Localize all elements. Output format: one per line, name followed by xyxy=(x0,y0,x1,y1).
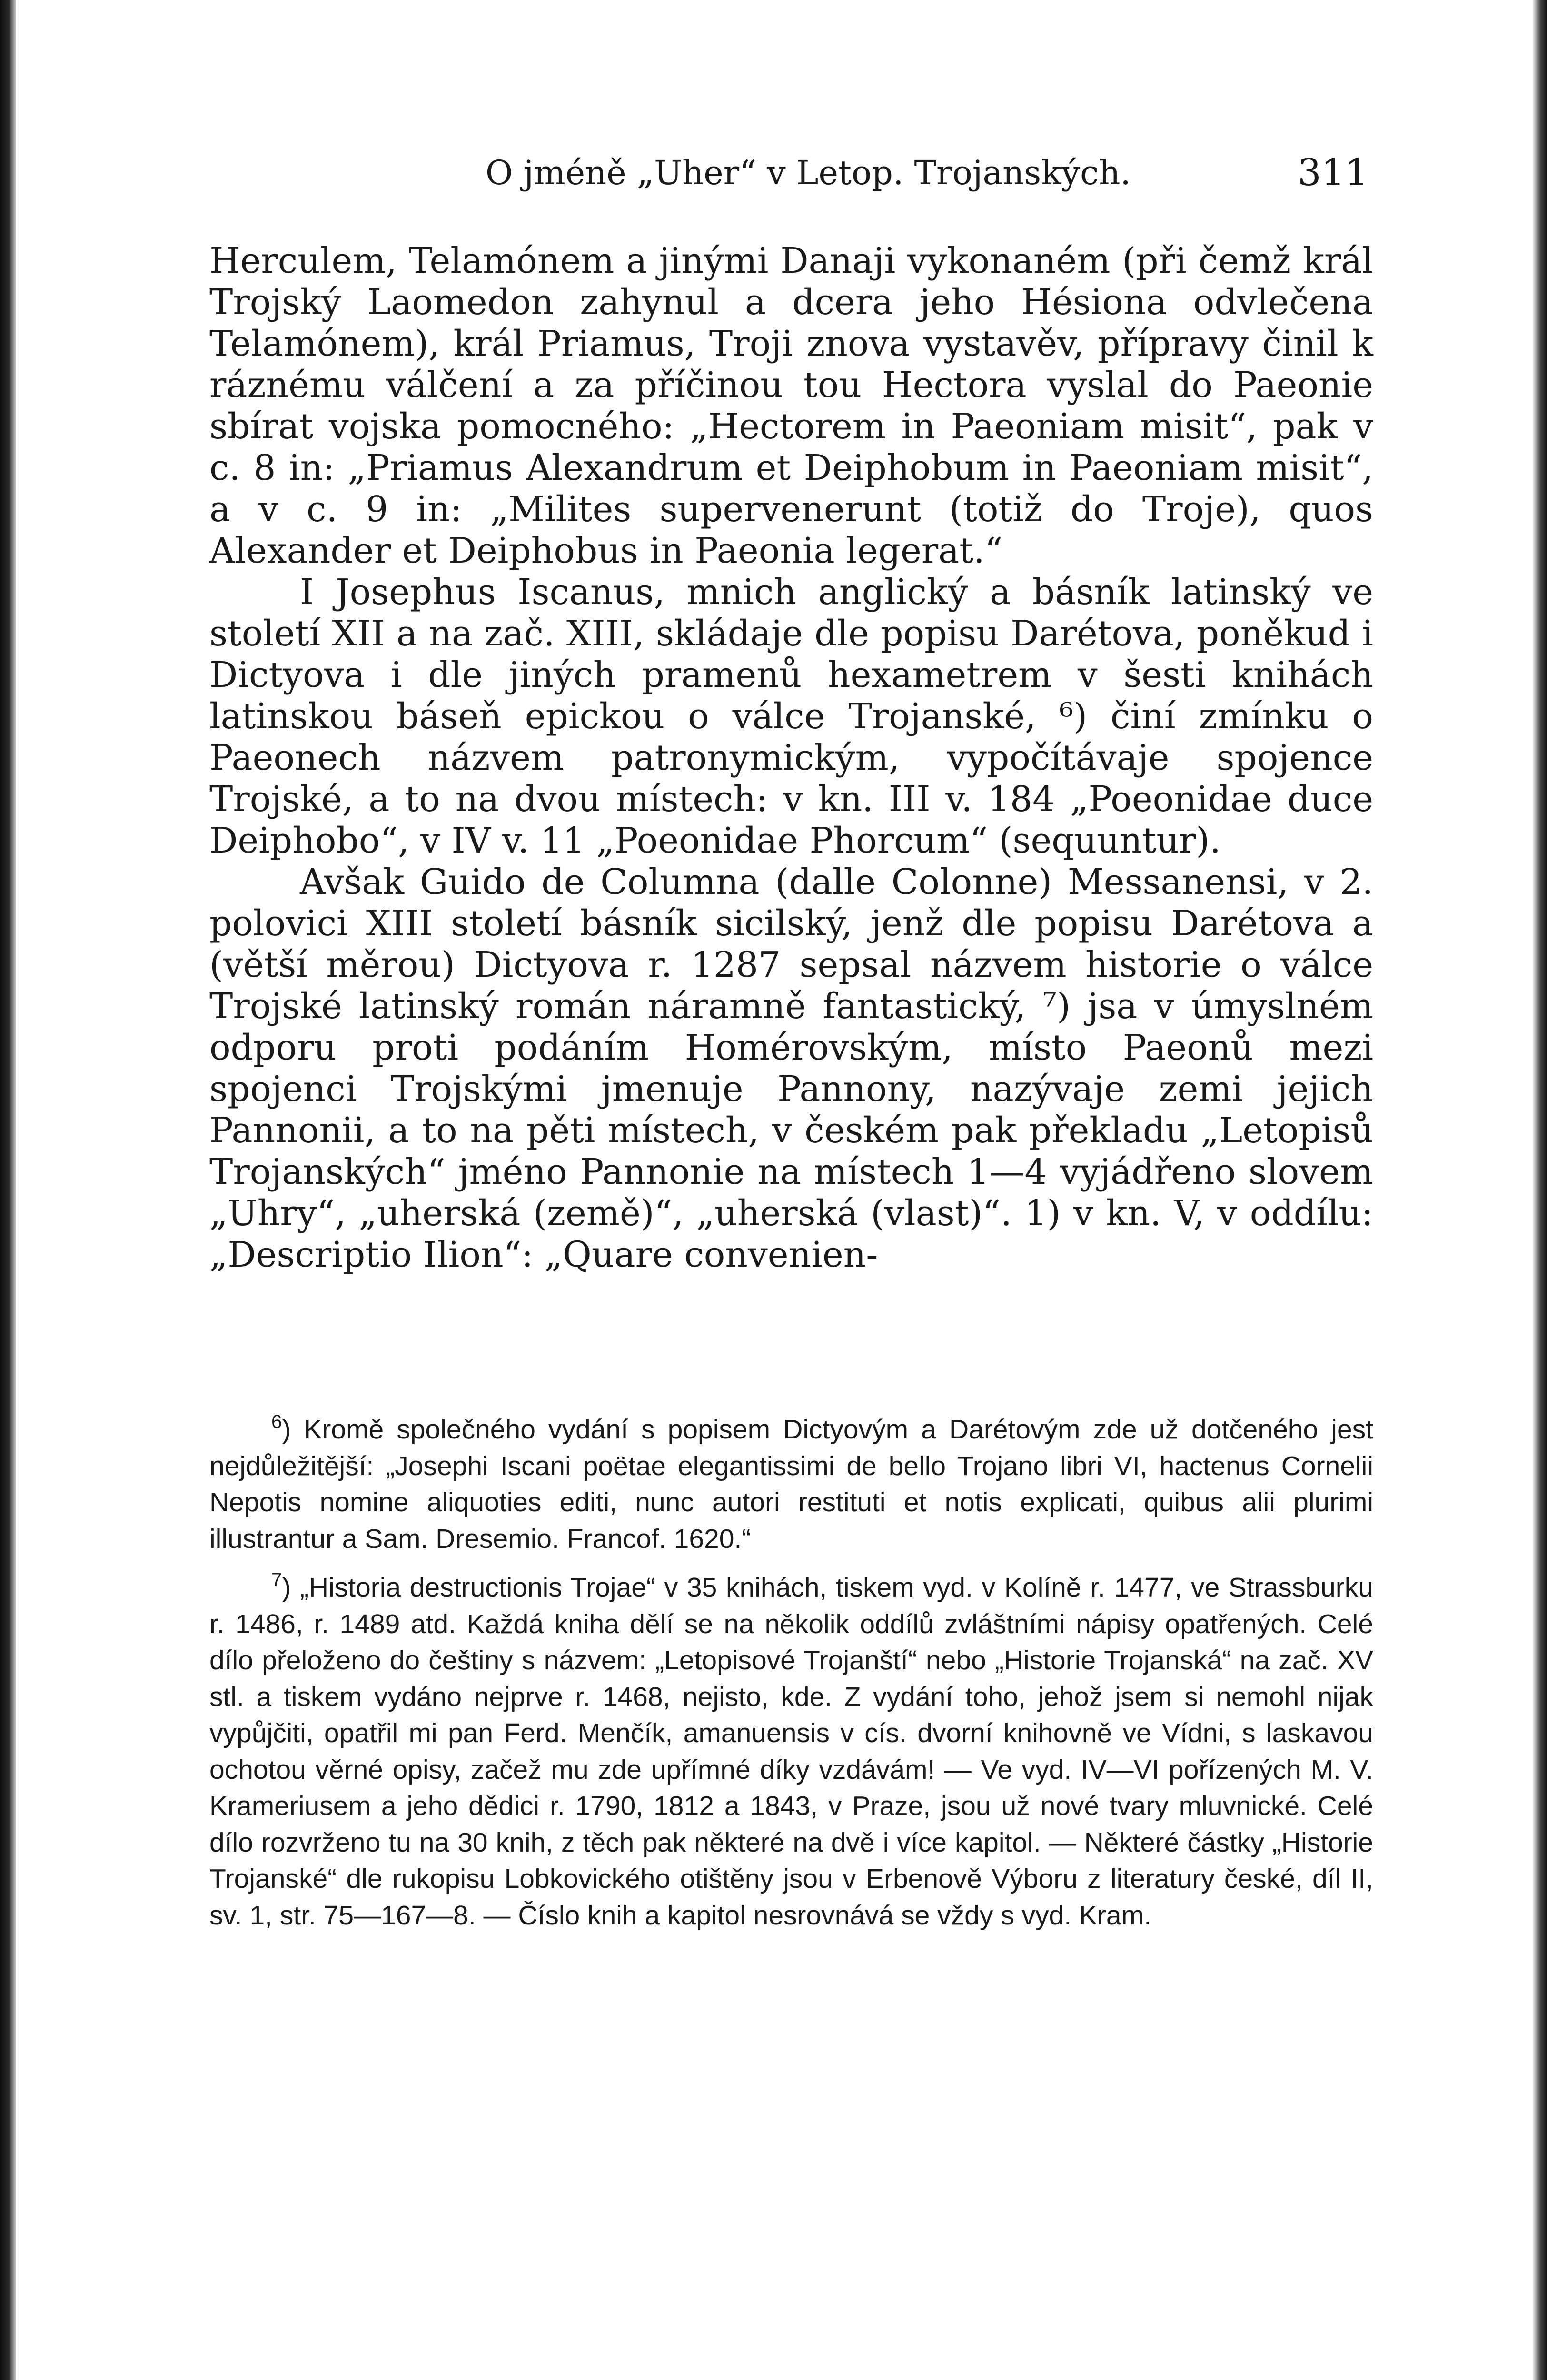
paragraph: I Josephus Iscanus, mnich anglický a básník latinský ve století XII a na zač. XIII, skládaje dle popisu Darétova, poněkud i Dictyova i dle jiných pramenů hexametrem v šesti knihách latinskou báseň epickou o válce Trojanské, ⁶) činí zmínku o Paeonech názvem patronymickým, vypočítávaje spojence Trojské, a to na dvou místech: v kn. III v. 184 „Poeonidae duce Deiphobo“, v IV v. 11 „Poeonidae Phorcum“ (sequuntur). xyxy=(209,572,1373,861)
paragraph: Herculem, Telamónem a jinými Danaji vykonaném (při čemž král Trojský Laomedon zahynul a dcera jeho Hésiona odvlečena Telamónem), král Priamus, Troji znova vystavěv, přípravy činil k ráznému válčení a za příčinou tou Hectora vyslal do Paeonie sbírat vojska pomocného: „Hectorem in Paeoniam misit“, pak v c. 8 in: „Priamus Alexandrum et Deiphobum in Paeoniam misit“, a v c. 9 in: „Milites supervenerunt (totiž do Troje), quos Alexander et Deiphobus in Paeonia legerat.“ xyxy=(209,240,1373,571)
page-number: 311 xyxy=(1298,151,1368,194)
footnote-mark: 6 xyxy=(271,1411,282,1432)
footnote-mark: 7 xyxy=(271,1569,282,1590)
scan-edge-right xyxy=(1533,0,1547,2380)
paragraph: Avšak Guido de Columna (dalle Colonne) Messanensi, v 2. polovici XIII století básník sicilský, jenž dle popisu Darétova a (větší měrou) Dictyova r. 1287 sepsal názvem historie o válce Trojské latinský román náramně fantastický, ⁷) jsa v úmyslném odporu proti podáním Homérovským, místo Paeonů mezi spojenci Trojskými jmenuje Pannony, nazývaje zemi jejich Pannonii, a to na pěti místech, v českém pak překladu „Letopisů Trojanských“ jméno Pannonie na místech 1—4 vyjádřeno slovem „Uhry“, „uherská (země)“, „uherská (vlast)“. 1) v kn. V, v oddílu: „Descriptio Ilion“: „Quare convenien- xyxy=(209,862,1373,1275)
main-text xyxy=(209,240,1373,1276)
footnotes xyxy=(209,1411,1373,1946)
footnote-text: „Historia destructionis Trojae“ v 35 knihách, tiskem vyd. v Kolíně r. 1477, ve Strassburku r. 1486, r. 1489 atd. Každá kniha dělí se na několik oddílů zvláštními nápisy opatřených. Celé dílo přeloženo do češtiny s názvem: „Letopisové Trojanští“ nebo „Historie Trojanská“ na zač. XV stl. a tiskem vydáno nejprve r. 1468, nejisto, kde. Z vydání toho, jehož jsem si nemohl nijak vypůjčiti, opatřil mi pan Ferd. Menčík, amanuensis v cís. dvorní knihovně ve Vídni, s laskavou ochotou věrné opisy, začež mu zde upřímné díky vzdávám! — Ve vyd. IV—VI pořízených M. V. Krameriusem a jeho dědici r. 1790, 1812 a 1843, v Praze, jsou už nové tvary mluvnické. Celé dílo rozvrženo tu na 30 knih, z těch pak některé na dvě i více kapitol. — Některé částky „Historie Trojanské“ dle rukopisu Lobkovického otištěny jsou v Erbenově Výboru z literatury české, díl II, sv. 1, str. 75—167—8. — Číslo knih a kapitol nesrovnává se vždy s vyd. Kram. xyxy=(209,1572,1373,1931)
page-header xyxy=(486,147,1368,199)
footnote-text: Kromě společného vydání s popisem Dictyovým a Darétovým zde už dotčeného jest nejdůležitější: „Josephi Iscani poëtae elegantissimi de bello Trojano libri VI, hactenus Cornelii Nepotis nomine aliquoties editi, nunc autori restituti et notis explicati, quibus alii plurimi illustrantur a Sam. Dresemio. Francof. 1620.“ xyxy=(209,1414,1373,1554)
scan-edge-left xyxy=(0,0,16,2380)
running-title: O jméně „Uher“ v Letop. Trojanských. xyxy=(486,153,1131,192)
footnote: $^7$) „Historia destructionis Trojae“ v 35 knihách, tiskem vyd. v Kolíně r. 1477, ve Strassburku r. 1486, r. 1489 atd. Každá kniha dělí se na několik oddílů zvláštními nápisy opatřených. Celé dílo přeloženo do češtiny s názvem: „Letopisové Trojanští“ nebo „Historie Trojanská“ na zač. XV stl. a tiskem vydáno nejprve r. 1468, nejisto, kde. Z vydání toho, jehož jsem si nemohl nijak vypůjčiti, opatřil mi pan Ferd. Menčík, amanuensis v cís. dvorní knihovně ve Vídni, s laskavou ochotou věrné opisy, začež mu zde upřímné díky vzdávám! — Ve vyd. IV—VI pořízených M. V. Krameriusem a jeho dědici r. 1790, 1812 a 1843, v Praze, jsou už nové tvary mluvnické. Celé dílo rozvrženo tu na 30 knih, z těch pak některé na dvě i více kapitol. — Některé částky „Historie Trojanské“ dle rukopisu Lobkovického otištěny jsou v Erbenově Výboru z literatury české, díl II, sv. 1, str. 75—167—8. — Číslo knih a kapitol nesrovnává se vždy s vyd. Kram. xyxy=(209,1569,1373,1931)
footnote: $^6$) Kromě společného vydání s popisem Dictyovým a Darétovým zde už dotčeného jest nejdůležitější: „Josephi Iscani poëtae elegantissimi de bello Trojano libri VI, hactenus Cornelii Nepotis nomine aliquoties editi, nunc autori restituti et notis explicati, quibus alii plurimi illustrantur a Sam. Dresemio. Francof. 1620.“ xyxy=(209,1411,1373,1554)
